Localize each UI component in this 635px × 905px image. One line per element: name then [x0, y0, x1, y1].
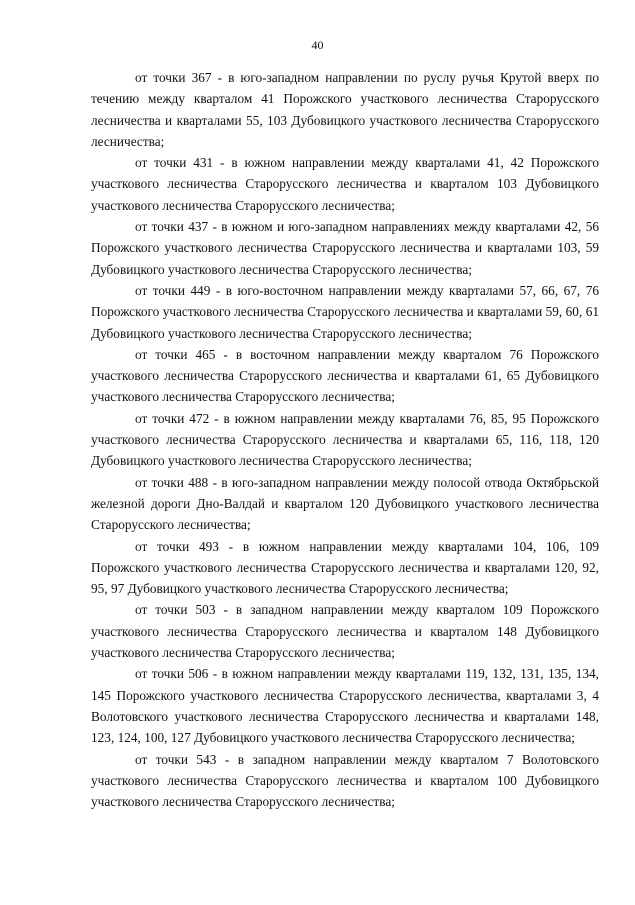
boundary-paragraph: от точки 367 - в юго-западном направлении по руслу ручья Крутой вверх по течению между кварталом 41 Порожского участкового лесничества Старорусского лесничества и кварталами 55, 103 Дубовицкого участкового лесничества Старорусского лесничества;: [91, 70, 599, 149]
boundary-paragraph: от точки 488 - в юго-западном направлении между полосой отвода Октябрьской железной дороги Дно-Валдай и кварталом 120 Дубовицкого участкового лесничества Старорусского лесничества;: [91, 474, 599, 533]
boundary-paragraph: от точки 449 - в юго-восточном направлении между кварталами 57, 66, 67, 76 Порожского участкового лесничества Старорусского лесничества и кварталами 59, 60, 61 Дубовицкого участкового лесничества Старорусского лесничества;: [91, 282, 599, 341]
boundary-paragraph: от точки 431 - в южном направлении между кварталами 41, 42 Порожского участкового лесничества Старорусского лесничества и кварталом 103 Дубовицкого участкового лесничества Старорусского лесничества;: [91, 155, 599, 213]
boundary-paragraph: от точки 493 - в южном направлении между кварталами 104, 106, 109 Порожского участкового лесничества Старорусского лесничества и кварталами 120, 92, 95, 97 Дубовицкого участкового лесничества Старорусского лесничества;: [91, 538, 599, 597]
boundary-paragraph: от точки 437 - в южном и юго-западном направлениях между кварталами 42, 56 Порожского участкового лесничества Старорусского лесничества и кварталами 103, 59 Дубовицкого участкового лесничества Старорусского лесничества;: [91, 219, 599, 277]
boundary-paragraph: от точки 472 - в южном направлении между кварталами 76, 85, 95 Порожского участкового лесничества Старорусского лесничества и кварталами 65, 116, 118, 120 Дубовицкого участкового лесничества Старорусского лесничества;: [91, 410, 599, 469]
document-body: [91, 67, 599, 812]
boundary-paragraph: от точки 503 - в западном направлении между кварталом 109 Порожского участкового лесничества Старорусского лесничества и кварталом 148 Дубовицкого участкового лесничества Старорусского лесничества;: [91, 602, 599, 661]
boundary-paragraph: от точки 543 - в западном направлении между кварталом 7 Волотовского участкового лесничества Старорусского лесничества и кварталом 100 Дубовицкого участкового лесничества Старорусского лесничества;: [91, 751, 599, 810]
boundary-paragraph: от точки 506 - в южном направлении между кварталами 119, 132, 131, 135, 134, 145 Порожского участкового лесничества Старорусского лесничества, кварталами 3, 4 Волотовского участкового лесничества Старорусского лесничества и кварталами 148, 123, 124, 100, 127 Дубовицкого участкового лесничества Старорусского лесничества;: [91, 666, 599, 746]
page-number: 40: [311, 38, 324, 52]
boundary-paragraph: от точки 465 - в восточном направлении между кварталом 76 Порожского участкового лесничества Старорусского лесничества и кварталами 61, 65 Дубовицкого участкового лесничества Старорусского лесничества;: [91, 346, 599, 405]
